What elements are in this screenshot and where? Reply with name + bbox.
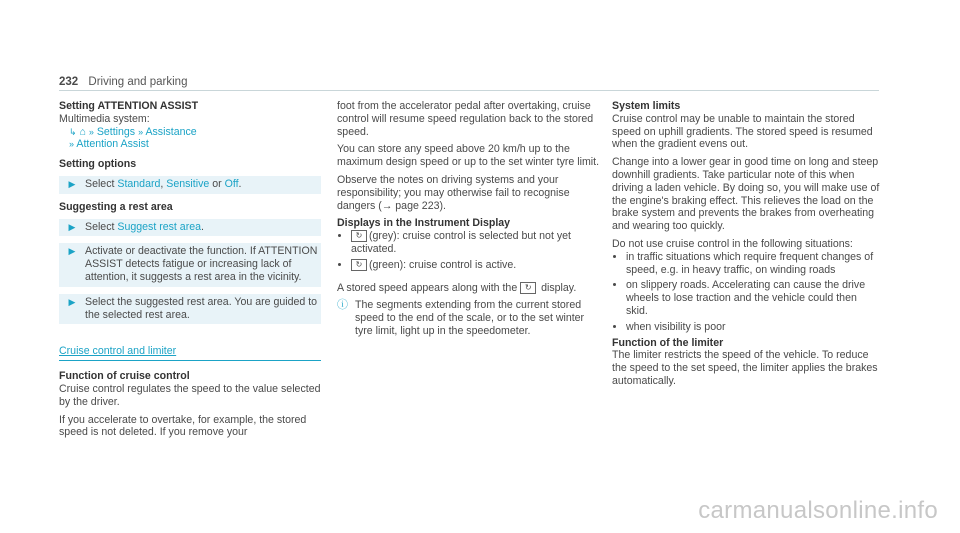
list-item — [351, 259, 599, 272]
separator: or — [209, 177, 225, 190]
option-standard[interactable]: Standard — [117, 177, 161, 190]
list-item: • on slippery roads. Accelerating can cause the drive wheels to lose traction and the vehicle could then skid. — [626, 279, 880, 317]
step-select-rest-area — [59, 294, 321, 325]
step-triangle-icon: ▶ — [68, 296, 76, 307]
double-chevron-icon: » — [88, 126, 94, 137]
paragraph-text: A stored speed appears along with the — [337, 281, 518, 294]
separator: . — [238, 177, 242, 190]
option-off[interactable]: Off — [224, 177, 239, 190]
heading-setting-options: Setting options — [59, 158, 137, 171]
heading-function-limiter: Function of the limiter — [612, 336, 724, 349]
heading-suggesting-rest-area: Suggesting a rest area — [59, 200, 173, 213]
option-sensitive[interactable]: Sensitive — [166, 177, 210, 190]
home-icon: ⌂ — [79, 125, 86, 138]
separator: , — [160, 177, 167, 190]
paragraph: foot from the accelerator pedal after overtaking, cruise control will resume speed regulation back to the stored speed. — [337, 100, 594, 138]
list-item: • when visibility is poor — [626, 321, 880, 334]
situations-list — [612, 251, 880, 334]
step-activate-function — [59, 243, 321, 286]
list-item-text: (green): cruise control is active. — [369, 258, 517, 271]
return-arrow-icon: ↳ — [69, 126, 77, 137]
note — [337, 299, 599, 337]
separator: . — [201, 220, 204, 233]
paragraph: The limiter restricts the speed of the vehicle. To reduce the speed to the set speed, the limiter applies the brakes automatically. — [612, 349, 878, 387]
display-list — [337, 230, 599, 271]
section-cruise-control: Cruise control and limiter — [59, 345, 177, 358]
paragraph: Cruise control may be unable to maintain the stored speed on uphill gradients. The stored speed is resumed when the gradient evens out. — [612, 112, 873, 151]
double-chevron-icon: » — [138, 126, 144, 137]
step-text: Select the suggested rest area. You are guided to the selected rest area. — [85, 295, 318, 321]
step-text: Activate or deactivate the function. If ATTENTION ASSIST detects fatigue or increasing lack of attention, it suggests a rest area in the vicinity. — [85, 245, 318, 283]
step-triangle-icon: ▶ — [68, 178, 76, 189]
cruise-control-icon: ↻ — [351, 230, 367, 242]
step-text: Select — [85, 177, 118, 190]
paragraph: Change into a lower gear in good time on long and steep downhill gradients. Take particular note of this when driving a laden vehicle. By doing so, you will make use of the engine's braking effect. This relieves the load on the brake system and prevents the brakes from overheating and wearing too quickly. — [612, 156, 880, 233]
paragraph-text: display. — [541, 281, 577, 294]
nav-path-line-2 — [69, 138, 321, 151]
nav-path-line-1 — [69, 126, 321, 139]
cruise-control-icon: ↻ — [520, 282, 536, 294]
page-number: 232 — [59, 76, 79, 88]
list-item-text: (grey): cruise control is selected but not yet activated. — [351, 230, 571, 255]
nav-attention-assist[interactable]: Attention Assist — [76, 138, 149, 151]
double-chevron-icon: » — [69, 139, 75, 150]
paragraph — [337, 282, 599, 295]
watermark: carmanualsonline.info — [698, 497, 938, 524]
section-bar — [59, 345, 321, 361]
header-divider — [59, 90, 879, 91]
paragraph: Do not use cruise control in the following situations: — [612, 237, 853, 250]
list-item — [351, 230, 599, 256]
option-suggest-rest-area[interactable]: Suggest rest area — [117, 220, 202, 233]
heading-displays: Displays in the Instrument Display — [337, 217, 511, 230]
nav-settings[interactable]: Settings — [96, 125, 136, 138]
column-1 — [59, 100, 321, 439]
paragraph: You can store any speed above 20 km/h up to the maximum design speed or up to the set winter tyre limit. — [337, 143, 600, 169]
paragraph: Observe the notes on driving systems and your responsibility; you may otherwise fail to recognise dangers (→ page 223). — [337, 173, 570, 212]
section-title: Driving and parking — [88, 76, 188, 88]
step-select-option — [59, 176, 321, 194]
page-header — [59, 76, 187, 88]
paragraph: If you accelerate to overtake, for example, the stored speed is not deleted. If you remove your — [59, 413, 307, 439]
nav-assistance[interactable]: Assistance — [145, 125, 197, 138]
column-3 — [612, 100, 880, 388]
paragraph: Cruise control regulates the speed to the value selected by the driver. — [59, 382, 321, 408]
cruise-control-icon: ↻ — [351, 259, 367, 271]
info-icon: ⓘ — [337, 299, 348, 312]
heading-function-cruise-control: Function of cruise control — [59, 370, 190, 383]
heading-setting-attention-assist: Setting ATTENTION ASSIST — [59, 100, 199, 112]
note-text: The segments extending from the current stored speed to the end of the scale, or to the set winter tyre limit, light up in the speedometer. — [355, 299, 585, 337]
step-text: Select — [85, 220, 118, 233]
multimedia-label: Multimedia system: — [59, 112, 150, 125]
heading-system-limits: System limits — [612, 100, 681, 112]
step-triangle-icon: ▶ — [68, 246, 76, 257]
step-suggest-rest-area — [59, 219, 321, 237]
column-2 — [337, 100, 599, 338]
step-triangle-icon: ▶ — [68, 221, 76, 232]
list-item: • in traffic situations which require frequent changes of speed, e.g. in heavy traffic, on winding roads — [626, 251, 880, 277]
